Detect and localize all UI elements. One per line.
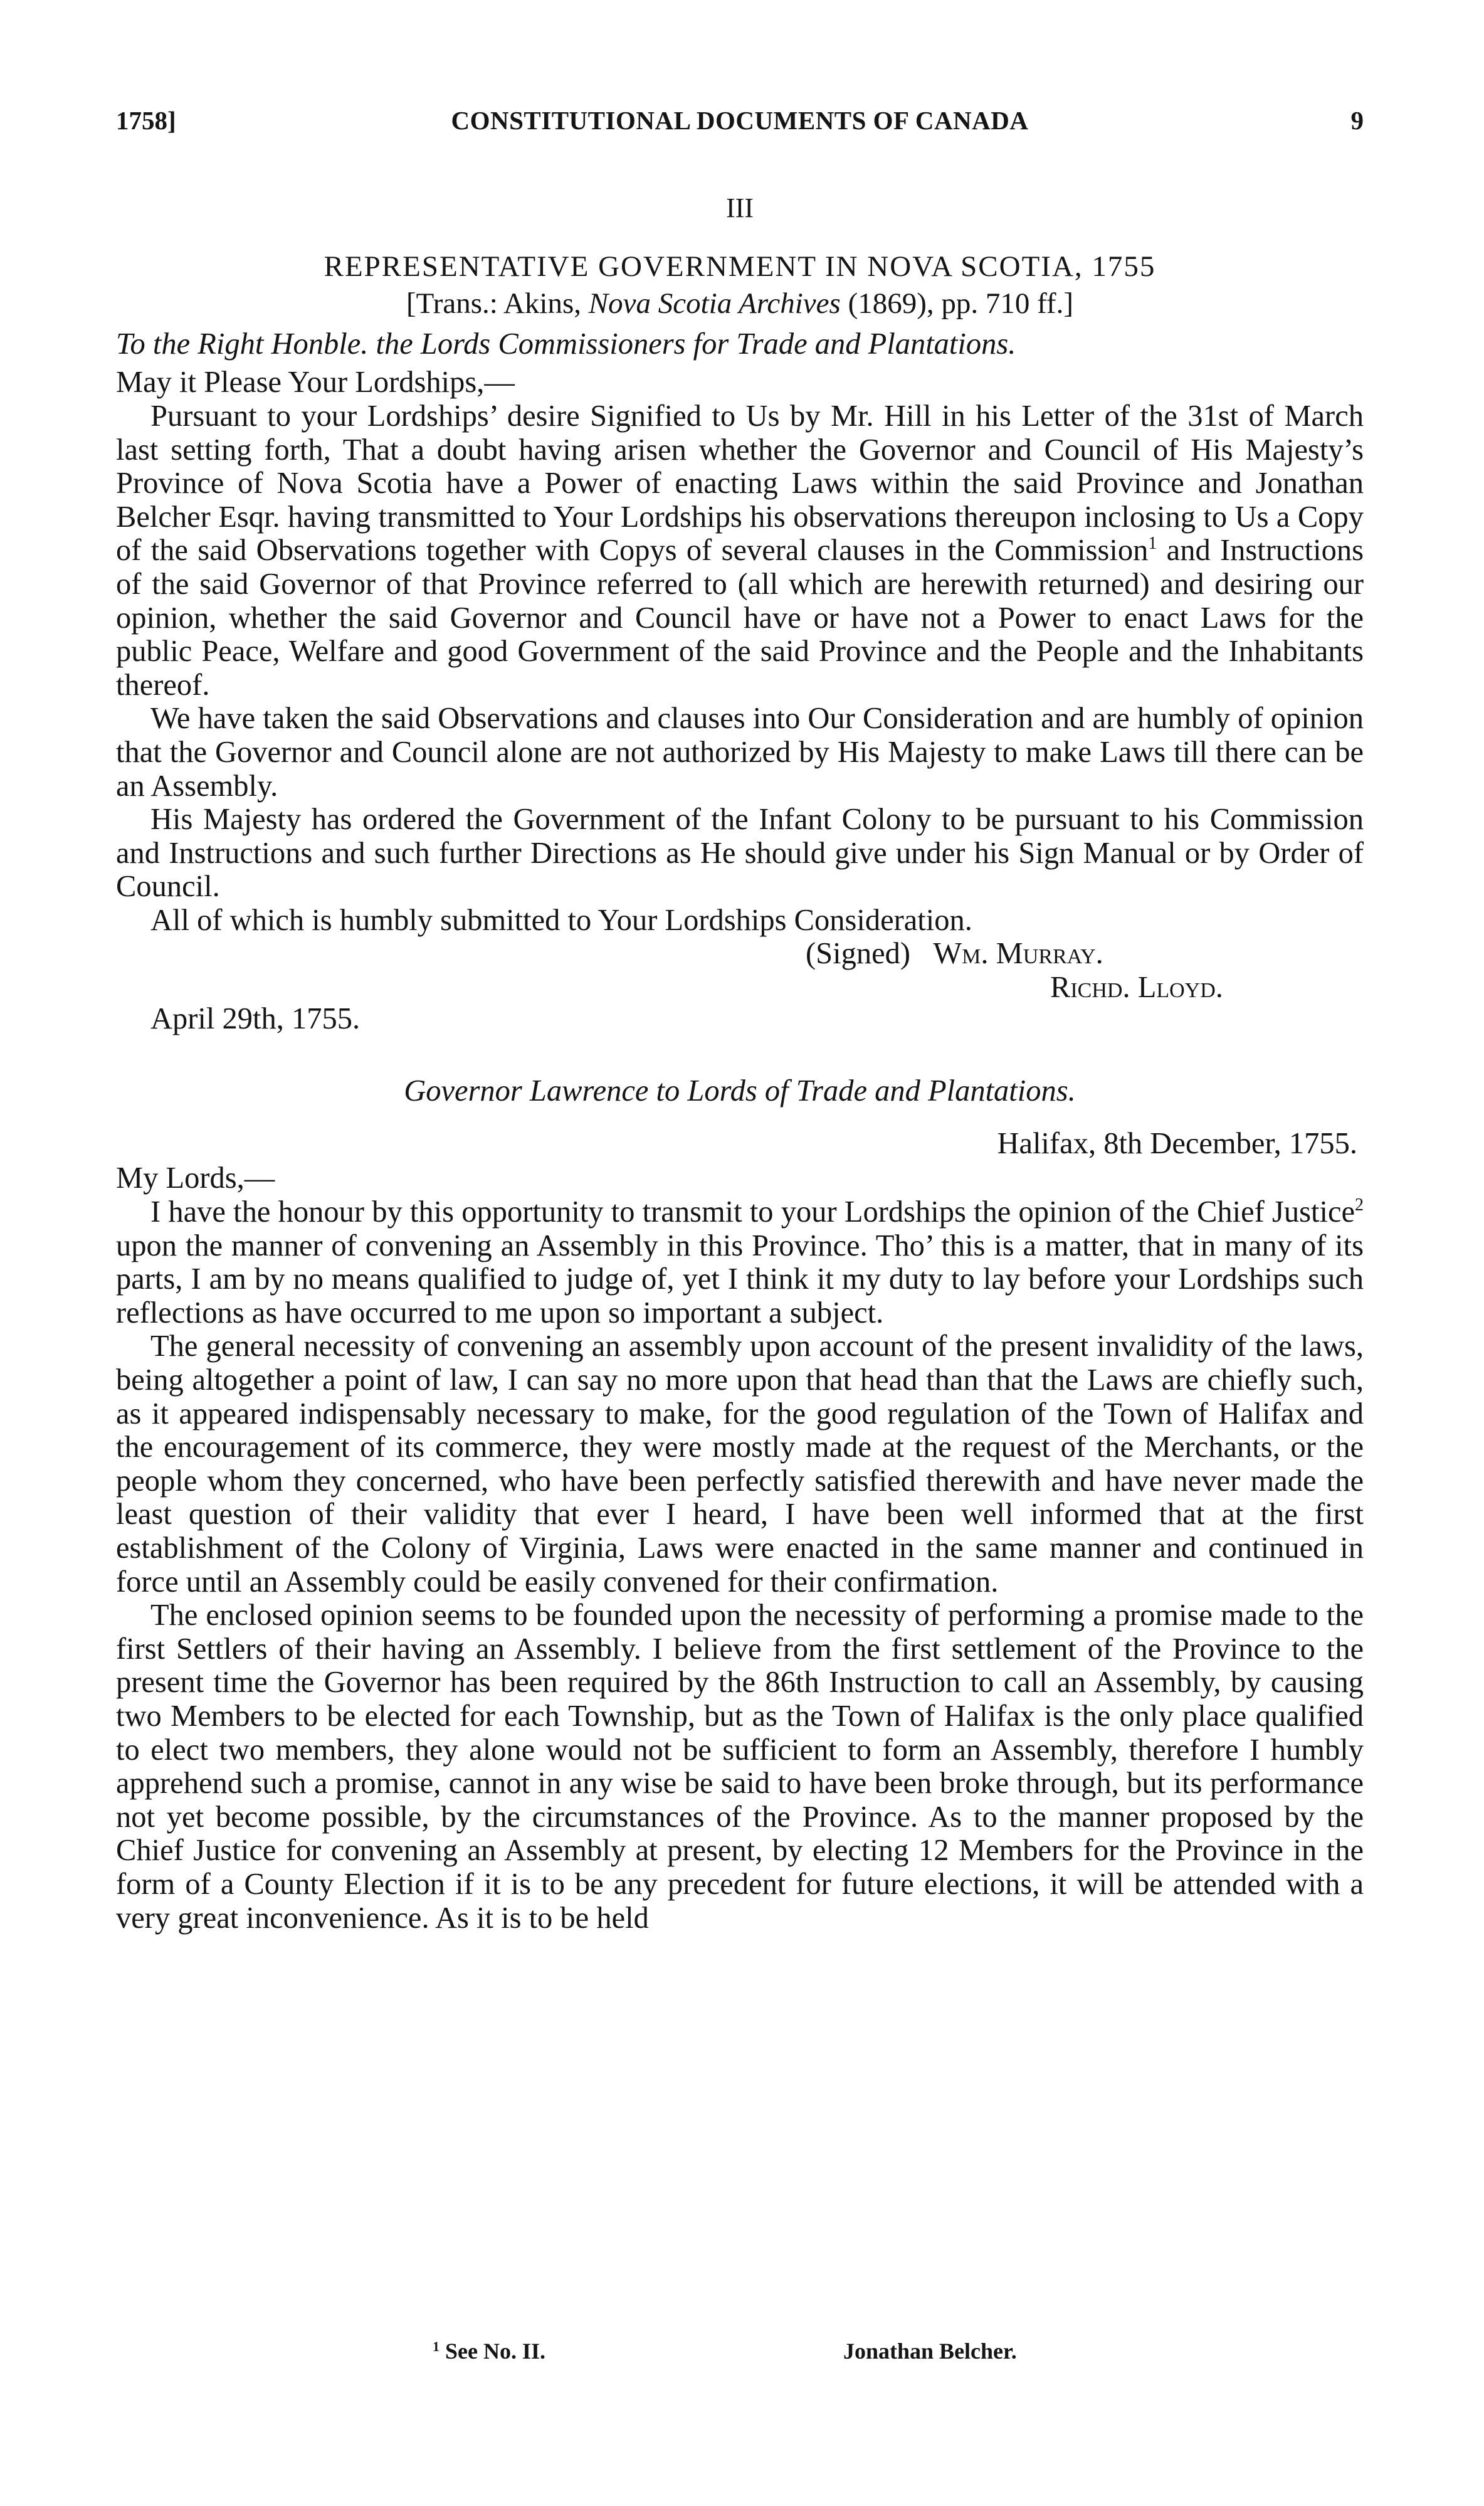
- footnote-ref-1: 1: [1148, 534, 1157, 554]
- signer-1: Wm. Murray.: [933, 937, 1103, 971]
- letter1-paragraph-4: All of which is humbly submitted to Your Lordships Consideration.: [150, 903, 972, 937]
- letter2-p1-text-a: I have the honour by this opportunity to transmit to your Lordships the opinion of the Chief Justice: [150, 1195, 1355, 1229]
- header-year: 1758]: [116, 106, 176, 135]
- letter1-p1-text-b: and Instructions of the said Governor of that Province referred to (all which are herewith returned) and desiring our opinion, whether the said Governor and Council have or have not a Power to enact Laws for the public Peace, Welfare and good Government of the said Province and the People and the Inhabitants thereof.: [116, 534, 1364, 702]
- footnote-1-mark: 1: [433, 2339, 439, 2354]
- page-number: 9: [1350, 106, 1364, 135]
- letter1-address: To the Right Honble. the Lords Commissioners for Trade and Plantations.: [116, 327, 1016, 361]
- transcription-source: Nova Scotia Archives: [588, 287, 841, 320]
- transcription-prefix: [Trans.: Akins,: [406, 287, 589, 320]
- letter1-paragraph-1: [116, 399, 1364, 702]
- header-title: CONSTITUTIONAL DOCUMENTS OF CANADA: [451, 106, 1029, 135]
- document-page: [116, 0, 1364, 2506]
- page-body: [116, 191, 1364, 1935]
- running-header: [116, 105, 1364, 149]
- section-number: III: [726, 193, 754, 223]
- letter2-paragraph-3: The enclosed opinion seems to be founded upon the necessity of performing a promise made to the first Settlers of their having an Assembly. I believe from the first settlement of the Province to the present time the Governor has been required by the 86th Instruction to call an Assembly, by causing two Members to be elected for each Township, but as the Town of Halifax is the only place qualified to elect two members, they alone would not be sufficient to form an Assembly, therefore I humbly apprehend such a promise, cannot in any wise be said to have been broke through, but its performance not yet become possible, by the circumstances of the Province. As to the manner proposed by the Chief Justice for convening an Assembly at present, by electing 12 Members for the Province in the form of a County Election if it is to be any precedent for future elections, it will be attended with a very great inconvenience. As it is to be held: [116, 1599, 1364, 1935]
- footnote-ref-2: 2: [1355, 1195, 1364, 1215]
- transcription-note: [116, 287, 1364, 321]
- letter1-paragraph-2: We have taken the said Observations and clauses into Our Consideration and are humbly of opinion that the Governor and Council alone are not authorized by His Majesty to make Laws till there can be an Assembly.: [116, 702, 1364, 803]
- letter1-date: April 29th, 1755.: [150, 1002, 360, 1035]
- footnote-1-text: See No. II.: [439, 2339, 545, 2364]
- footnote-2: Jonathan Belcher.: [843, 2339, 1017, 2364]
- footnote-1: [433, 2338, 545, 2364]
- letter2-paragraph-1: [116, 1195, 1364, 1330]
- signer-2: Richd. Lloyd.: [1050, 971, 1223, 1005]
- letter2-paragraph-2: The general necessity of convening an assembly upon account of the present invalidity of the laws, being altogether a point of law, I can say no more upon that head than that the Laws are chiefly such, as it appeared indispensably necessary to make, for the good regulation of the Town of Halifax and the encouragement of its commerce, they were mostly made at the request of the Merchants, or the people whom they concerned, who have been perfectly satisfied therewith and have never made the least question of their validity that ever I heard, I have been well informed that at the first establishment of the Colony of Virginia, Laws were enacted in the same manner and continued in force until an Assembly could be easily convened for their confirmation.: [116, 1330, 1364, 1599]
- signed-label: (Signed): [806, 937, 911, 971]
- letter2-salutation: My Lords,—: [116, 1161, 275, 1195]
- signature-line-1: [116, 937, 1364, 971]
- letter1-p1-text-a: Pursuant to your Lordships’ desire Signified to Us by Mr. Hill in his Letter of the 31st of March last setting forth, That a doubt having arisen whether the Governor and Council of His Majesty’s Province of Nova Scotia have a Power of enacting Laws within the said Province and Jonathan Belcher Esqr. having transmitted to Your Lordships his observations thereupon inclosing to Us a Copy of the said Observations together with Copys of several clauses in the Commission: [116, 399, 1364, 568]
- section-title: REPRESENTATIVE GOVERNMENT IN NOVA SCOTIA, 1755: [324, 250, 1156, 283]
- letter2-place-date: Halifax, 8th December, 1755.: [997, 1126, 1357, 1160]
- letter1-salutation: May it Please Your Lordships,—: [116, 366, 515, 399]
- letter1-paragraph-3: His Majesty has ordered the Government of the Infant Colony to be pursuant to his Commission and Instructions and such further Directions as He should give under his Sign Manual or by Order of Council.: [116, 803, 1364, 904]
- transcription-suffix: (1869), pp. 710 ff.]: [840, 287, 1073, 320]
- letter2-heading: Governor Lawrence to Lords of Trade and Plantations.: [404, 1074, 1076, 1108]
- letter2-p1-text-b: upon the manner of convening an Assembly in this Province. Tho’ this is a matter, that in many of its parts, I am by no means qualified to judge of, yet I think it my duty to lay before your Lordships such reflections as have occurred to me upon so important a subject.: [116, 1229, 1364, 1330]
